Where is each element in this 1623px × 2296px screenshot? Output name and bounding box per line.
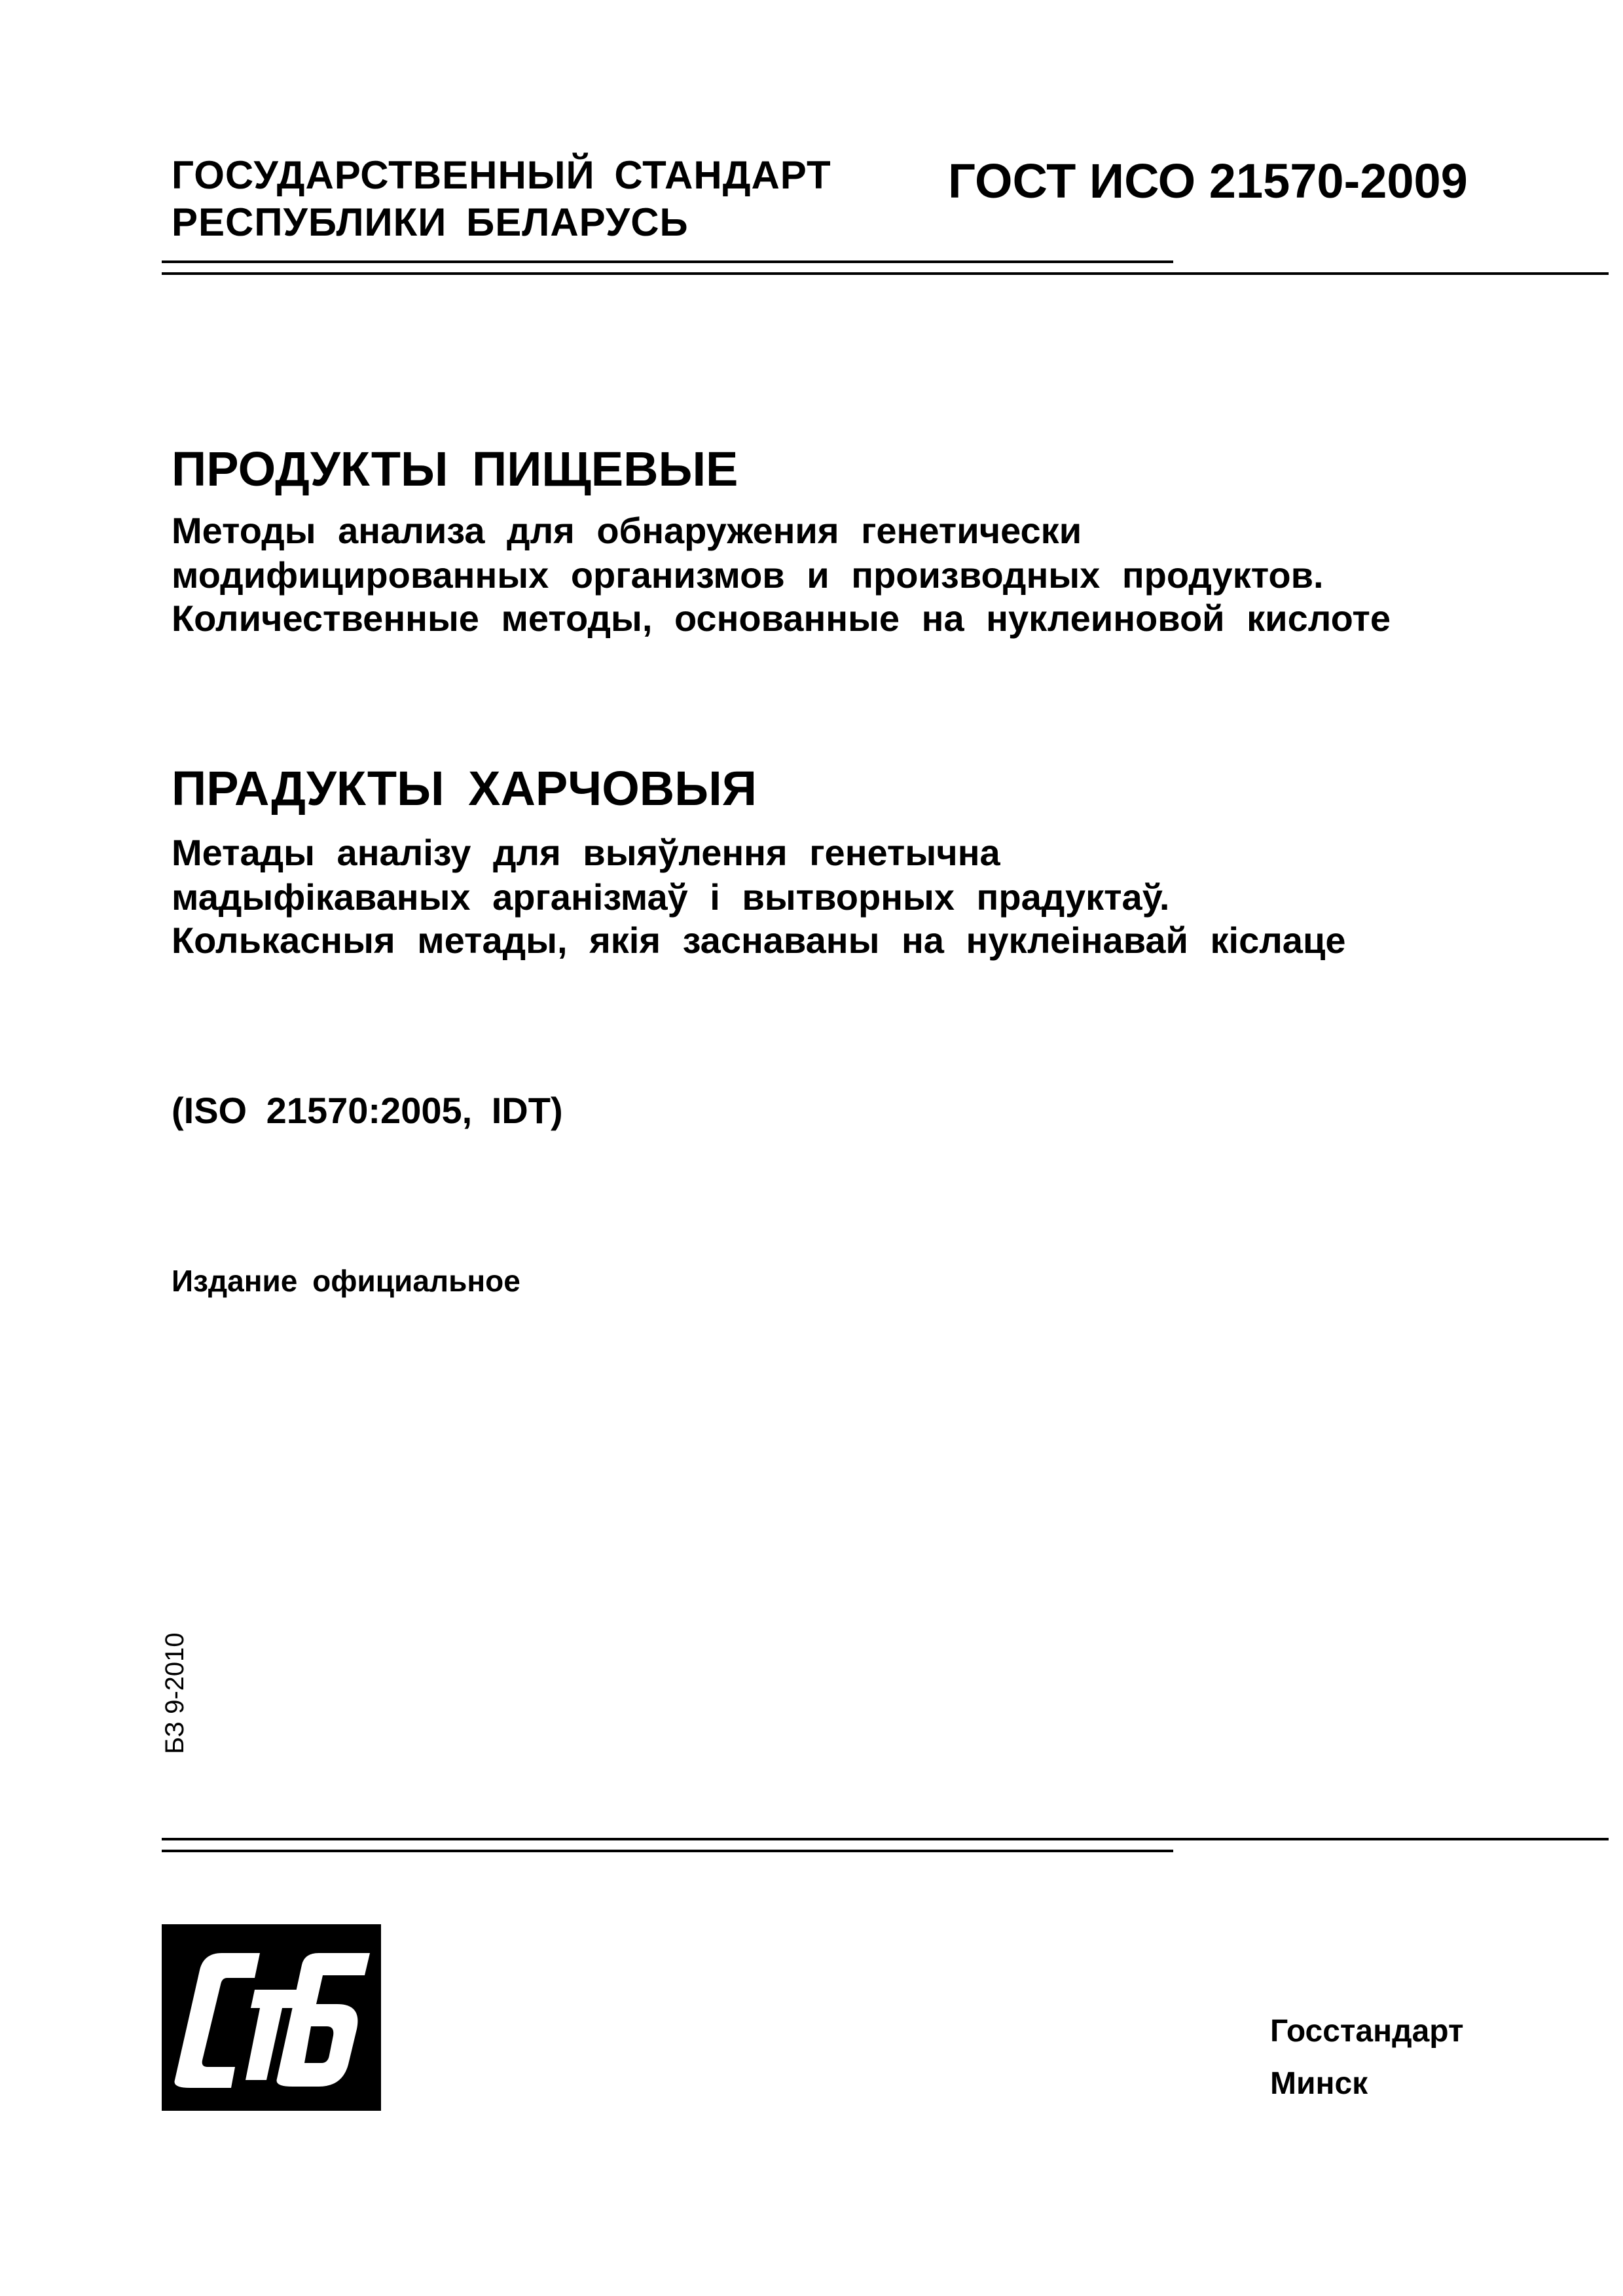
standard-designation: ГОСТ ИСО 21570-2009	[948, 154, 1468, 208]
belarusian-subtitle-line-3: Колькасныя метады, якія заснаваны на нуклеінавай кіслаце	[172, 920, 1346, 961]
header-rule-top	[162, 260, 1173, 263]
header-rule-bottom	[162, 272, 1609, 275]
organization-line-2: РЕСПУБЛИКИ БЕЛАРУСЬ	[172, 200, 689, 244]
publisher-name: Госстандарт	[1270, 2014, 1464, 2049]
iso-reference: (ISO 21570:2005, IDT)	[172, 1090, 563, 1131]
publisher-city: Минск	[1270, 2066, 1368, 2101]
belarusian-subtitle-line-2: мадыфікаваных арганізмаў і вытворных прадуктаў.	[172, 876, 1170, 918]
russian-subtitle-line-2: модифицированных организмов и производных продуктов.	[172, 554, 1324, 596]
edition-label: Издание официальное	[172, 1264, 520, 1298]
side-mark: БЗ 9-2010	[160, 1632, 189, 1754]
organization-line-1: ГОСУДАРСТВЕННЫЙ СТАНДАРТ	[172, 153, 831, 197]
standard-organization	[172, 152, 831, 246]
footer-rule-top	[162, 1838, 1609, 1840]
russian-title: ПРОДУКТЫ ПИЩЕВЫЕ	[172, 442, 739, 496]
stb-logo-icon	[162, 1924, 381, 2111]
footer-rule-bottom	[162, 1850, 1173, 1852]
belarusian-title: ПРАДУКТЫ ХАРЧОВЫЯ	[172, 761, 757, 816]
russian-subtitle-line-1: Методы анализа для обнаружения генетически	[172, 510, 1082, 551]
russian-subtitle-line-3: Количественные методы, основанные на нуклеиновой кислоте	[172, 598, 1391, 639]
belarusian-subtitle-line-1: Метады аналізу для выяўлення генетычна	[172, 832, 1000, 873]
